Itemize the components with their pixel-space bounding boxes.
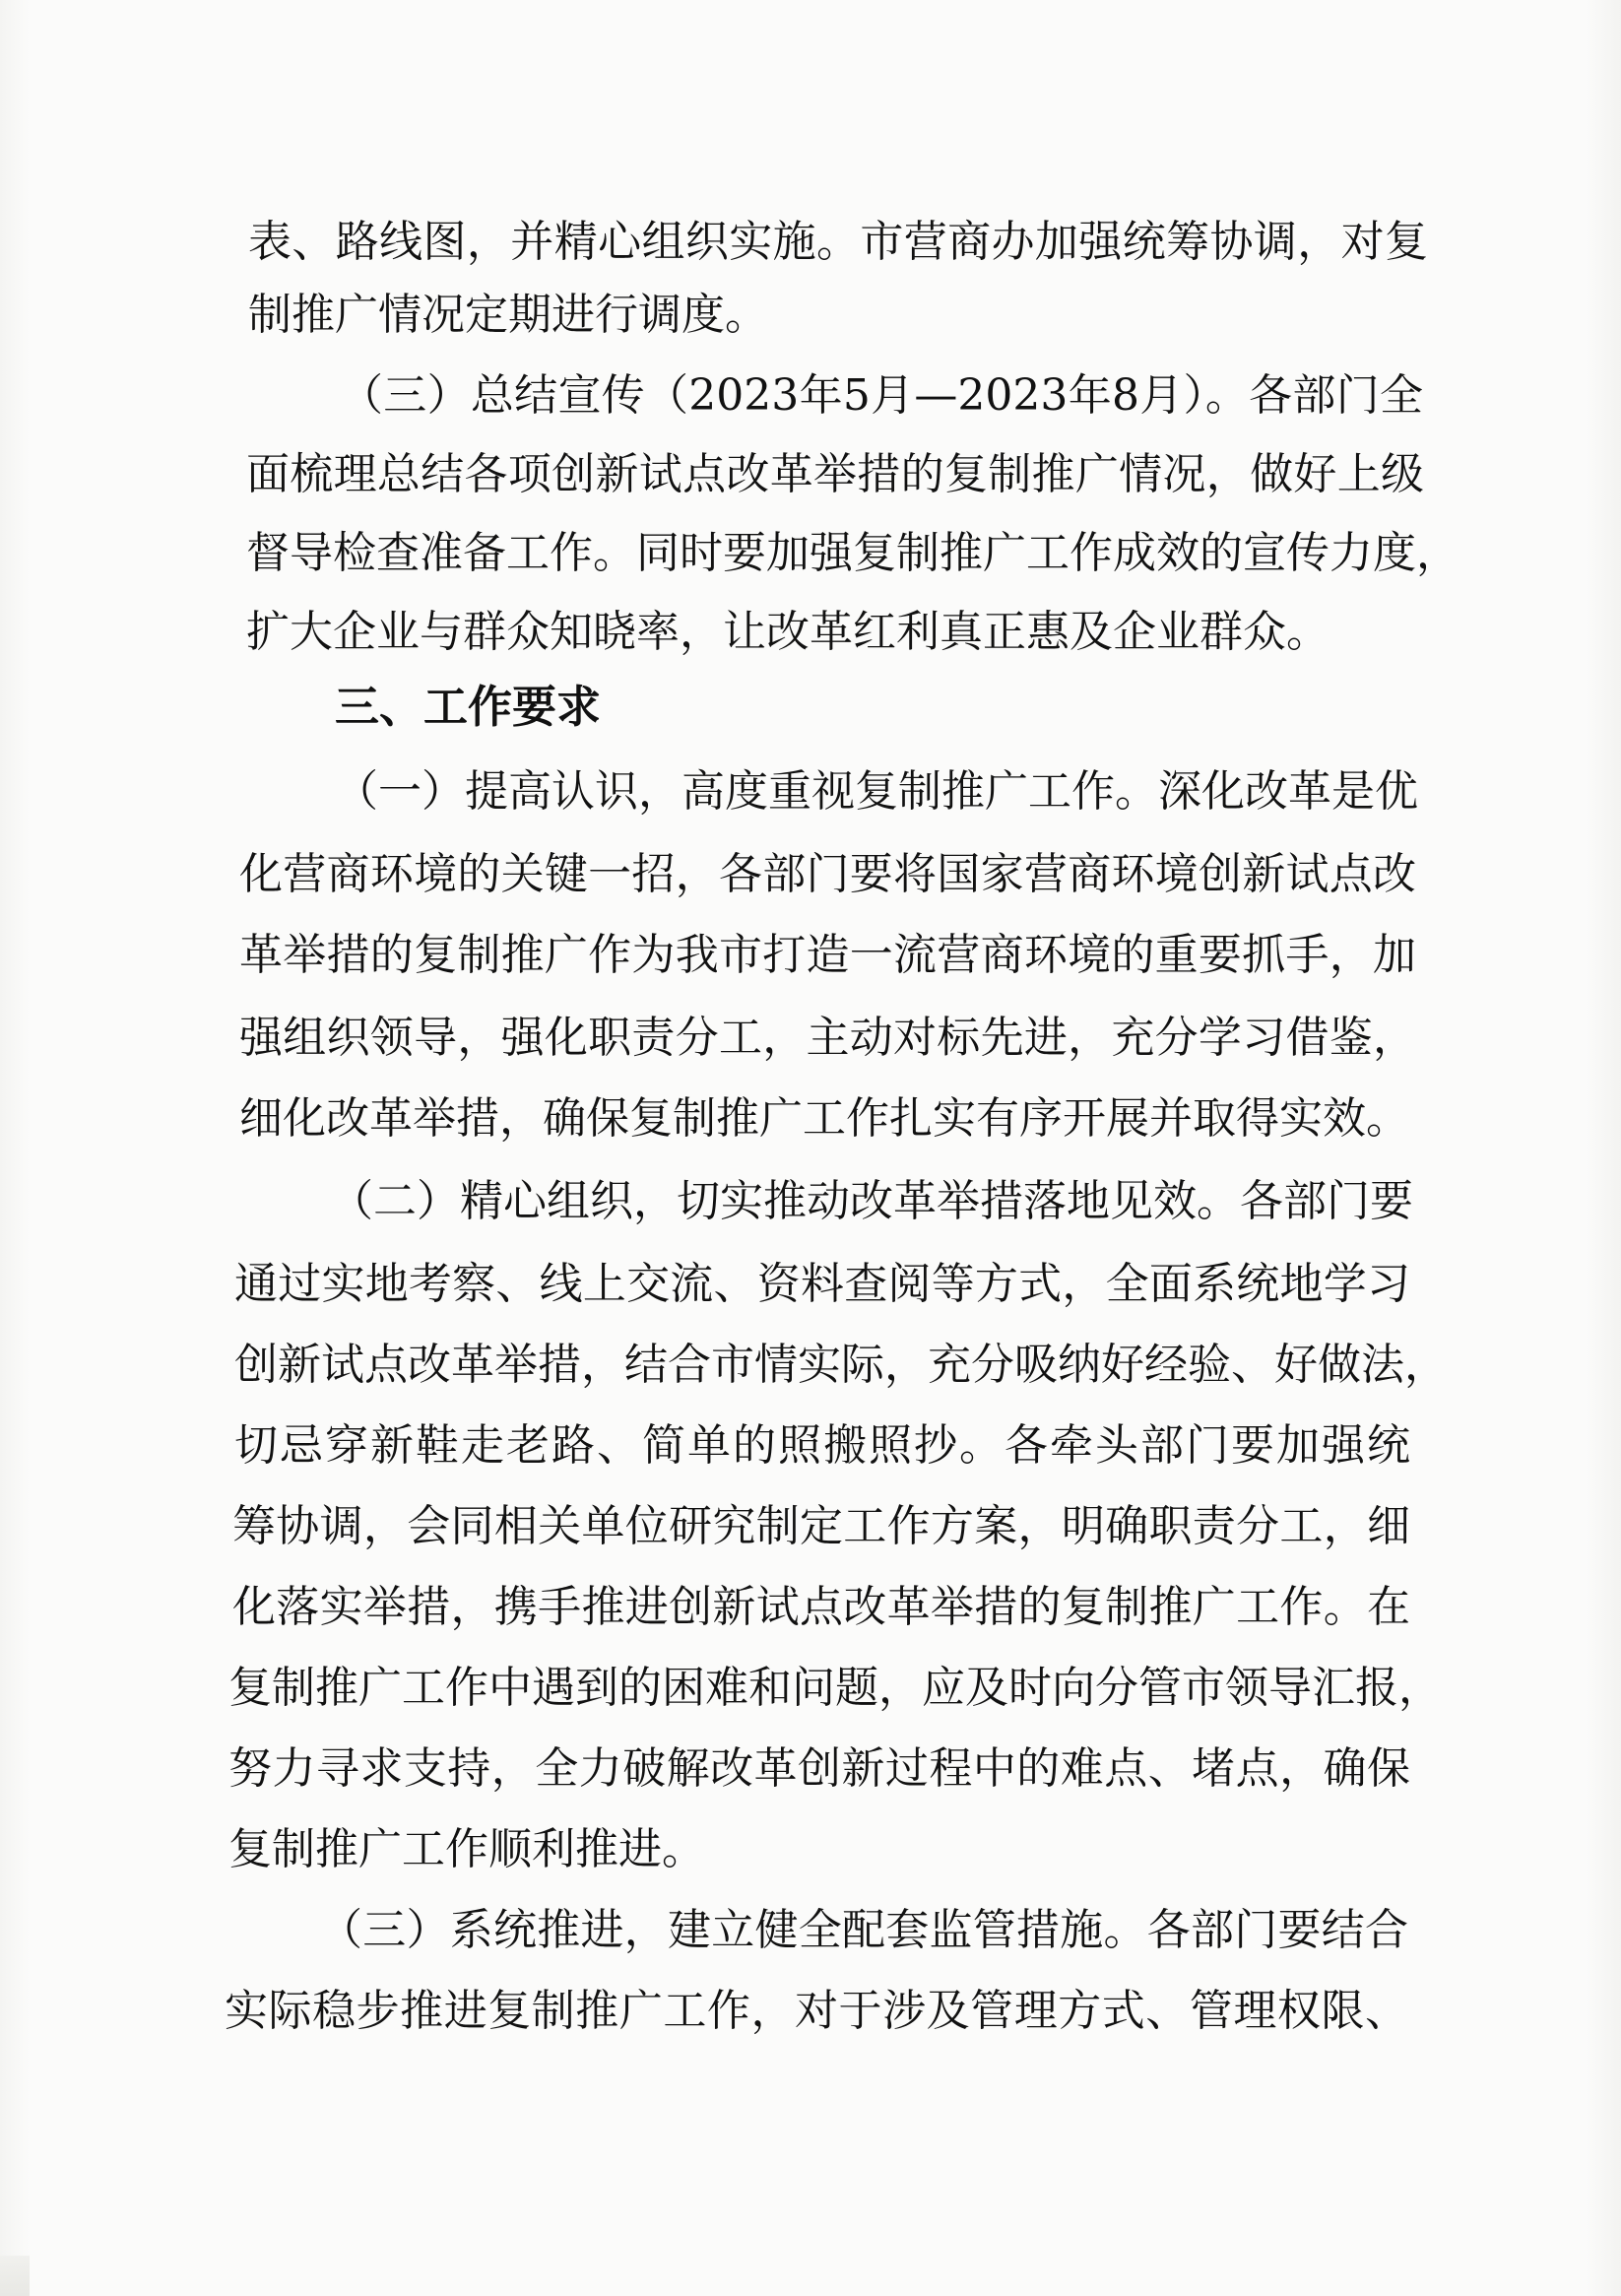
body-line-18: 化落实举措，携手推进创新试点改革举措的复制推广工作。在 [232, 1582, 1410, 1632]
body-line-5: 督导检查准备工作。同时要加强复制推广工作成效的宣传力度， [246, 528, 1459, 578]
section-heading: 三、工作要求 [335, 681, 602, 733]
body-line-22: （三）系统推进，建立健全配套监管措施。各部门要结合 [319, 1905, 1408, 1955]
body-line-12: 细化改革举措，确保复制推广工作扎实有序开展并取得实效。 [239, 1093, 1409, 1144]
scan-edge-shadow [0, 2256, 30, 2296]
body-line-16: 切忌穿新鞋走老路、简单的照搬照抄。各牵头部门要加强统 [234, 1420, 1410, 1471]
body-line-10: 革举措的复制推广作为我市打造一流营商环境的重要抓手，加 [239, 930, 1416, 980]
body-line-3: （三）总结宣传（2023年5月—2023年8月）。各部门全 [340, 370, 1423, 421]
body-line-2: 制推广情况定期进行调度。 [248, 290, 768, 340]
body-line-1: 表、路线图，并精心组织实施。市营商办加强统筹协调，对复 [248, 217, 1428, 267]
body-line-17: 筹协调，会同相关单位研究制定工作方案，明确职责分工，细 [232, 1501, 1410, 1551]
body-line-13: （二）精心组织，切实推动改革举措落地见效。各部门要 [330, 1176, 1413, 1226]
body-line-23: 实际稳步推进复制推广工作，对于涉及管理方式、管理权限、 [225, 1986, 1408, 2036]
body-line-21: 复制推广工作顺利推进。 [228, 1824, 705, 1874]
body-line-6: 扩大企业与群众知晓率，让改革红利真正惠及企业群众。 [246, 607, 1329, 657]
body-line-14: 通过实地考察、线上交流、资料查阅等方式，全面系统地学习 [234, 1259, 1410, 1309]
body-line-8: （一）提高认识，高度重视复制推广工作。深化改革是优 [335, 766, 1418, 817]
body-line-19: 复制推广工作中遇到的困难和问题，应及时向分管市领导汇报， [228, 1663, 1442, 1713]
body-line-15: 创新试点改革举措，结合市情实际，充分吸纳好经验、好做法， [234, 1340, 1448, 1390]
body-line-4: 面梳理总结各项创新试点改革举措的复制推广情况，做好上级 [246, 449, 1424, 499]
body-line-9: 化营商环境的关键一招，各部门要将国家营商环境创新试点改 [239, 849, 1416, 899]
body-line-20: 努力寻求支持，全力破解改革创新过程中的难点、堵点，确保 [228, 1743, 1410, 1794]
body-line-11: 强组织领导，强化职责分工，主动对标先进，充分学习借鉴， [239, 1013, 1416, 1063]
